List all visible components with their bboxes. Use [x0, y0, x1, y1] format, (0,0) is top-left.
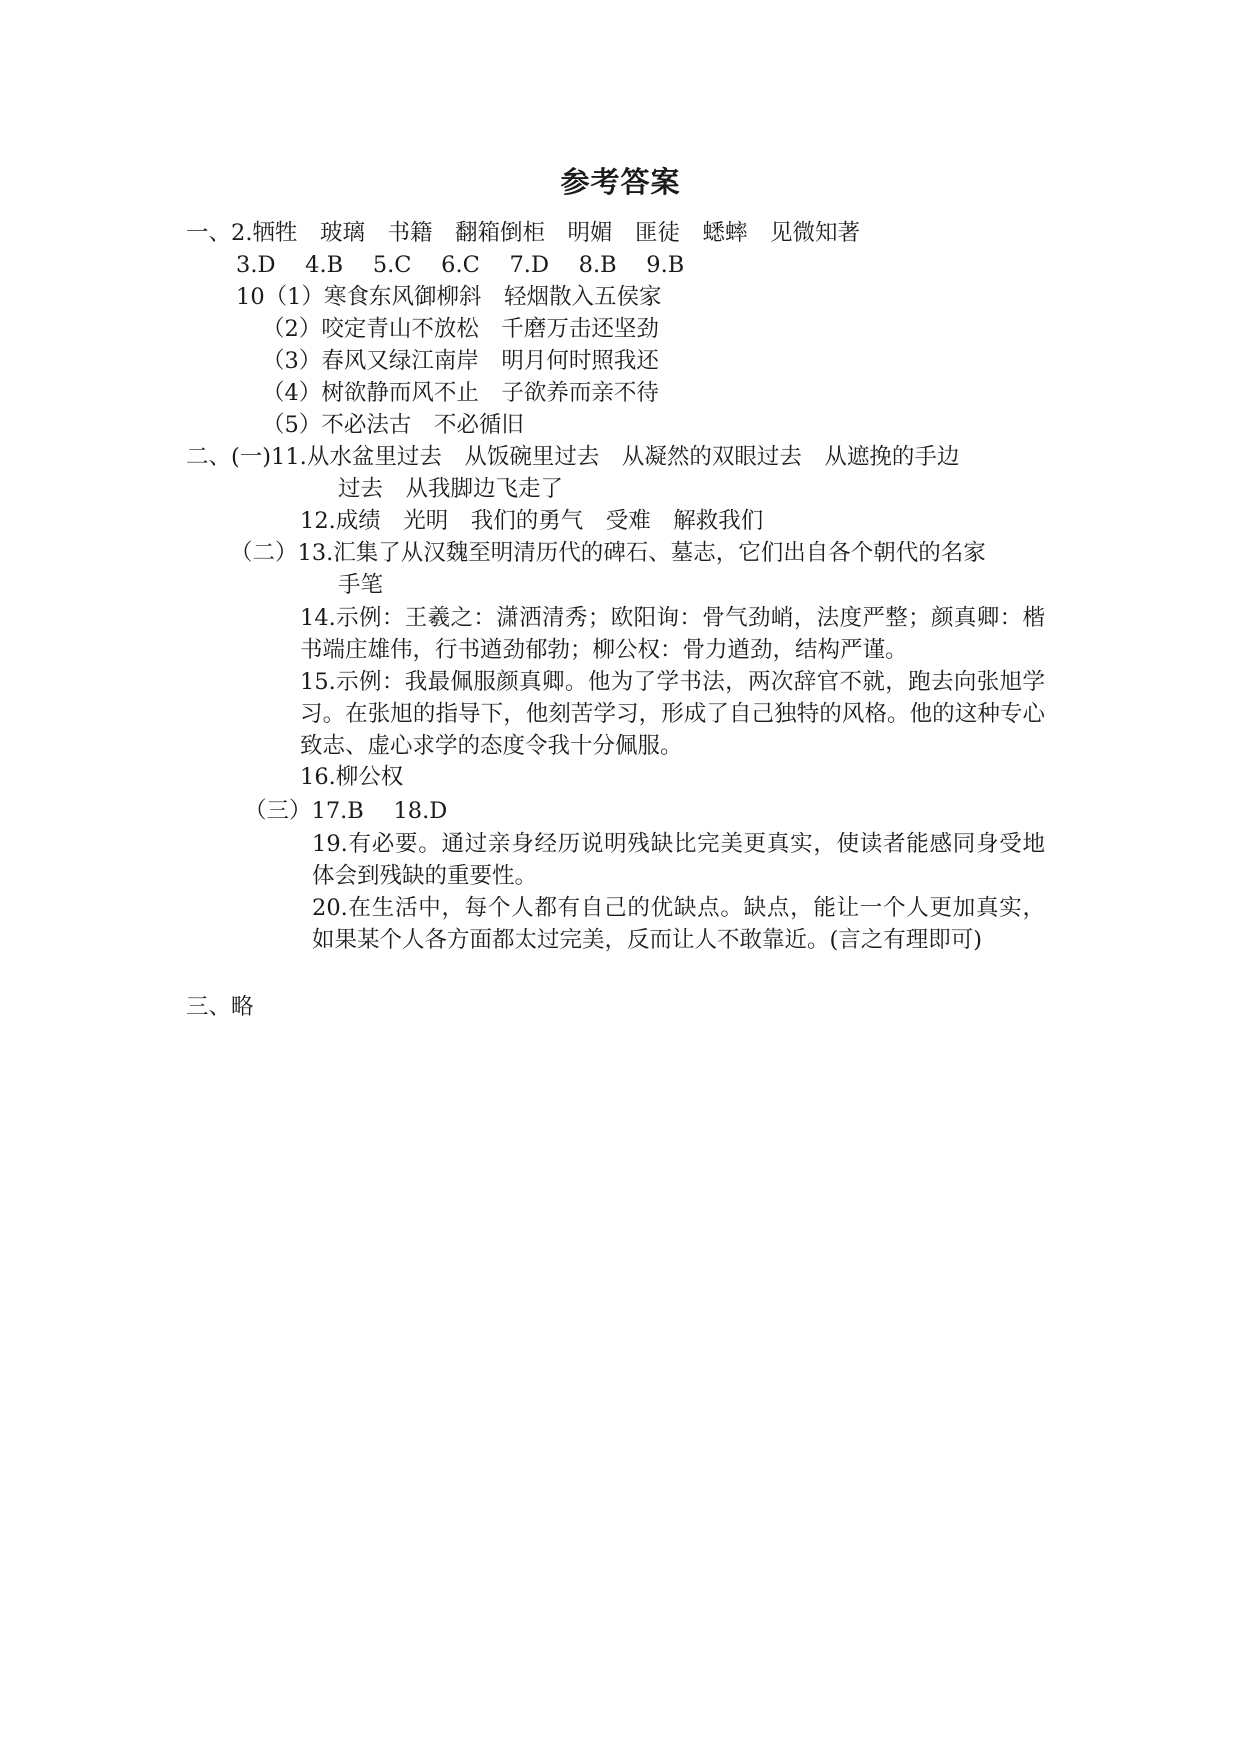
q15-answer: 15.示例：我最佩服颜真卿。他为了学书法，两次辞官不就，跑去向张旭学习。在张旭的指导下，他刻苦学习，形成了自己独特的风格。他的这种专心致志、虚心求学的态度令我十分佩服。 [300, 669, 1045, 759]
q13-line2: 手笔 [338, 572, 384, 598]
q13-line1: （二）13.汇集了从汉魏至明清历代的碑石、墓志，它们出自各个朝代的名家 [230, 540, 986, 566]
q11-line2: 过去 从我脚边飞走了 [338, 476, 564, 502]
q14-answer: 14.示例：王羲之：潇洒清秀；欧阳询：骨气劲峭，法度严整；颜真卿：楷书端庄雄伟，行书遒劲郁勃；柳公权：骨力遒劲，结构严谨。 [300, 605, 1045, 663]
q12-answer: 12.成绩 光明 我们的勇气 受难 解救我们 [300, 508, 764, 534]
section1-choice-answers: 3.D 4.B 5.C 6.C 7.D 8.B 9.B [236, 252, 685, 278]
q17-18-answers: （三）17.B 18.D [244, 798, 448, 824]
page-title: 参考答案 [560, 165, 681, 199]
section3-line: 三、略 [186, 994, 254, 1020]
q10-item-2: （2）咬定青山不放松 千磨万击还坚劲 [262, 316, 659, 342]
q20-answer: 20.在生活中，每个人都有自己的优缺点。缺点，能让一个人更加真实，如果某个人各方面都太过完美，反而让人不敢靠近。(言之有理即可) [312, 895, 1045, 953]
q16-answer: 16.柳公权 [300, 764, 404, 790]
q10-item-4: （4）树欲静而风不止 子欲养而亲不待 [262, 380, 659, 406]
q11-line1: 二、(一)11.从水盆里过去 从饭碗里过去 从凝然的双眼过去 从遮挽的手边 [186, 444, 960, 470]
q19-answer: 19.有必要。通过亲身经历说明残缺比完美更真实，使读者能感同身受地体会到残缺的重要性。 [312, 831, 1045, 889]
q10-item-1: 10（1）寒食东风御柳斜 轻烟散入五侯家 [236, 284, 662, 310]
q10-item-3: （3）春风又绿江南岸 明月何时照我还 [262, 348, 659, 374]
q10-item-5: （5）不必法古 不必循旧 [262, 412, 524, 438]
section1-line1: 一、2.牺牲 玻璃 书籍 翻箱倒柜 明媚 匪徒 蟋蟀 见微知著 [186, 220, 860, 246]
